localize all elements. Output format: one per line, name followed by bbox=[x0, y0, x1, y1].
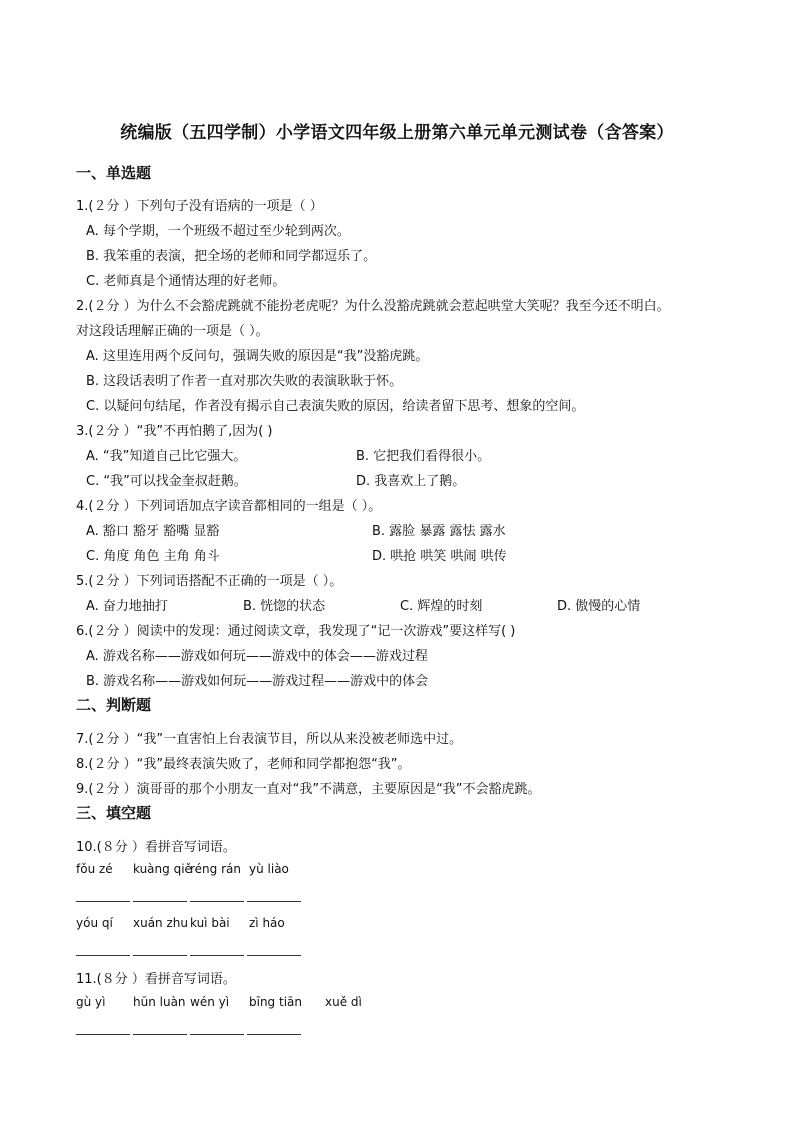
question-8: 8.(２分 ）“我”最终表演失败了，老师和同学都抱怨“我”。 bbox=[76, 757, 411, 772]
question-3-stem: 3.(２分 ）“我”不再怕鹅了,因为( ) bbox=[76, 424, 273, 439]
question-11-stem: 11.(８分 ）看拼音写词语。 bbox=[76, 972, 236, 987]
question-4-option-d: D. 哄抢 哄笑 哄闹 哄传 bbox=[372, 549, 507, 564]
question-10-stem: 10.(８分 ）看拼音写词语。 bbox=[76, 840, 236, 855]
question-2-option-b: B. 这段话表明了作者一直对那次失败的表演耿耿于怀。 bbox=[86, 374, 403, 389]
question-3-option-d: D. 我喜欢上了鹅。 bbox=[356, 474, 466, 489]
question-6-stem: 6.(２分 ）阅读中的发现：通过阅读文章，我发现了“记一次游戏”要这样写( ) bbox=[76, 624, 516, 639]
section-heading-fill-in: 三、填空题 bbox=[76, 804, 152, 822]
answer-blank[interactable] bbox=[76, 901, 130, 902]
answer-blank[interactable] bbox=[247, 955, 301, 956]
answer-blank[interactable] bbox=[190, 901, 244, 902]
pinyin-item: kuì bài bbox=[190, 916, 230, 930]
question-6-option-a: A. 游戏名称——游戏如何玩——游戏中的体会——游戏过程 bbox=[86, 649, 428, 664]
question-7: 7.(２分 ）“我”一直害怕上台表演节目，所以从来没被老师选中过。 bbox=[76, 732, 463, 747]
question-1-option-b: B. 我笨重的表演，把全场的老师和同学都逗乐了。 bbox=[86, 249, 377, 264]
question-2-stem: 2.(２分 ）为什么不会豁虎跳就不能扮老虎呢？为什么没豁虎跳就会惹起哄堂大笑呢？我至今还不明白。 bbox=[76, 299, 670, 314]
pinyin-item: yù liào bbox=[249, 862, 289, 876]
answer-blank[interactable] bbox=[133, 901, 187, 902]
question-3-option-a: A. “我”知道自己比它强大。 bbox=[86, 449, 247, 464]
question-5-option-a: A. 奋力地抽打 bbox=[86, 599, 168, 614]
question-2-option-a: A. 这里连用两个反问句，强调失败的原因是“我”没豁虎跳。 bbox=[86, 349, 429, 364]
answer-blank[interactable] bbox=[190, 955, 244, 956]
pinyin-item: kuàng qiě bbox=[133, 862, 192, 876]
question-4-stem: 4.(２分 ）下列词语加点字读音都相同的一组是（ ）。 bbox=[76, 499, 382, 514]
pinyin-item: réng rán bbox=[190, 862, 241, 876]
question-2-option-c: C. 以疑问句结尾，作者没有揭示自己表演失败的原因，给读者留下思考、想象的空间。 bbox=[86, 399, 585, 414]
question-3-option-b: B. 它把我们看得很小。 bbox=[356, 449, 491, 464]
answer-blank[interactable] bbox=[76, 1034, 130, 1035]
answer-blank[interactable] bbox=[247, 1034, 301, 1035]
pinyin-item: xuán zhu bbox=[133, 916, 188, 930]
question-2-stem-continued: 对这段话理解正确的一项是（ ）。 bbox=[76, 324, 269, 339]
pinyin-item: bīng tiān bbox=[249, 995, 302, 1009]
question-5-stem: 5.(２分 ）下列词语搭配不正确的一项是（ ）。 bbox=[76, 574, 343, 589]
pinyin-item: yóu qí bbox=[76, 916, 113, 930]
section-heading-true-false: 二、判断题 bbox=[76, 696, 152, 714]
question-5-option-c: C. 辉煌的时刻 bbox=[400, 599, 483, 614]
pinyin-item: fǒu zé bbox=[76, 862, 113, 876]
question-4-option-a: A. 豁口 豁牙 豁嘴 显豁 bbox=[86, 524, 220, 539]
pinyin-item: hūn luàn bbox=[133, 995, 186, 1009]
section-heading-single-choice: 一、单选题 bbox=[76, 164, 152, 182]
question-4-option-b: B. 露脸 暴露 露怯 露水 bbox=[372, 524, 506, 539]
pinyin-item: gù yì bbox=[76, 995, 106, 1009]
question-1-stem: 1.(２分 ）下列句子没有语病的一项是（ ） bbox=[76, 199, 323, 214]
answer-blank[interactable] bbox=[133, 1034, 187, 1035]
answer-blank[interactable] bbox=[190, 1034, 244, 1035]
answer-blank[interactable] bbox=[247, 901, 301, 902]
answer-blank[interactable] bbox=[133, 955, 187, 956]
question-6-option-b: B. 游戏名称——游戏如何玩——游戏过程——游戏中的体会 bbox=[86, 674, 429, 689]
answer-blank[interactable] bbox=[76, 955, 130, 956]
pinyin-item: xuě dì bbox=[325, 995, 362, 1009]
question-4-option-c: C. 角度 角色 主角 角斗 bbox=[86, 549, 220, 564]
question-3-option-c: C. “我”可以找金奎叔赶鹅。 bbox=[86, 474, 247, 489]
question-5-option-d: D. 傲慢的心情 bbox=[557, 599, 641, 614]
question-1-option-c: C. 老师真是个通情达理的好老师。 bbox=[86, 274, 286, 289]
pinyin-item: zì háo bbox=[249, 916, 285, 930]
question-9: 9.(２分 ）演哥哥的那个小朋友一直对“我”不满意，主要原因是“我”不会豁虎跳。 bbox=[76, 782, 541, 797]
page-title: 统编版（五四学制）小学语文四年级上册第六单元单元测试卷（含答案） bbox=[120, 123, 674, 143]
pinyin-item: wén yì bbox=[190, 995, 230, 1009]
question-1-option-a: A. 每个学期，一个班级不超过至少轮到两次。 bbox=[86, 224, 350, 239]
question-5-option-b: B. 恍惚的状态 bbox=[243, 599, 326, 614]
